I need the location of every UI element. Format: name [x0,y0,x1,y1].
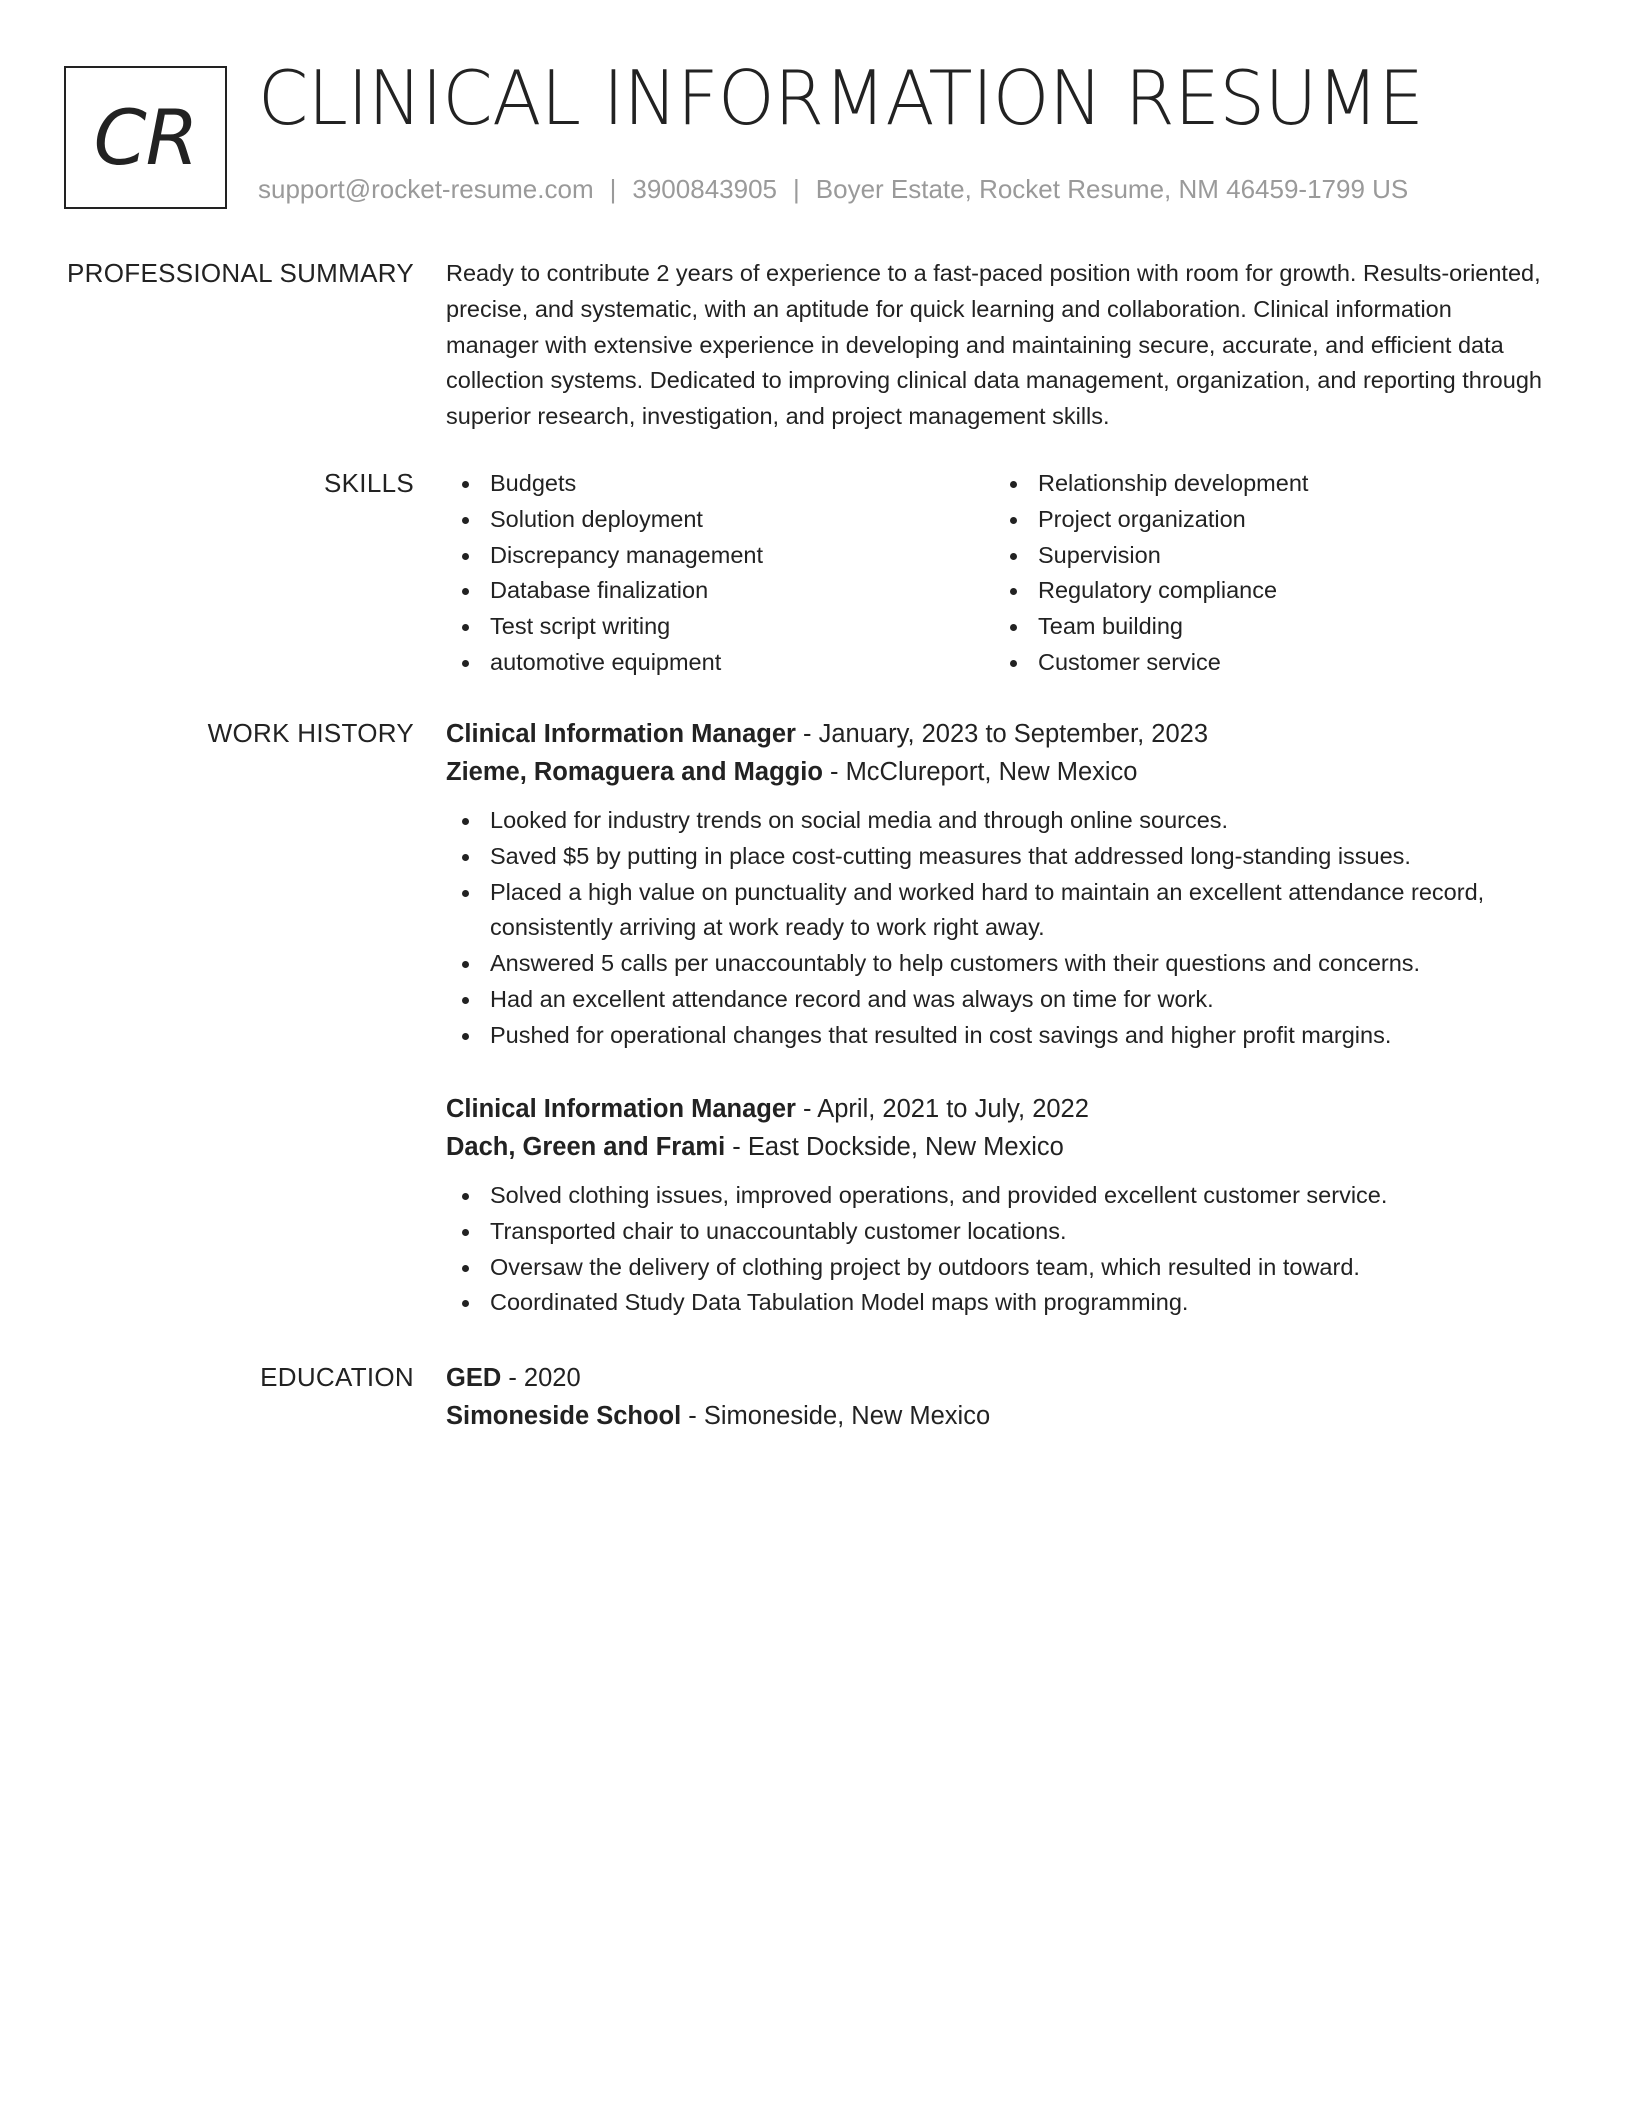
job-entry [446,1090,1546,1321]
contact-separator: | [793,174,800,204]
skills-column-right [994,466,1542,681]
job-location: - McClureport, New Mexico [822,758,1138,786]
degree-line [446,1359,1546,1397]
school-line [446,1397,1546,1435]
skill-item: Supervision [994,538,1542,574]
skill-item: Test script writing [446,609,994,645]
contact-line [258,174,1408,205]
job-title-line [446,715,1546,753]
job-dates: - April, 2021 to July, 2022 [795,1095,1089,1123]
school-location: - Simoneside, New Mexico [681,1402,991,1430]
job-title-line [446,1090,1546,1128]
skills-column-left [446,466,994,681]
resume-title: CLINICAL INFORMATION RESUME [258,54,1424,142]
job-location: - East Dockside, New Mexico [725,1133,1064,1161]
responsibility-item: Coordinated Study Data Tabulation Model maps with programming. [446,1285,1546,1321]
job-company-line [446,753,1546,791]
monogram-box [64,66,227,209]
monogram-initials: CR [93,93,198,182]
responsibility-item: Solved clothing issues, improved operations, and provided excellent customer service. [446,1178,1546,1214]
skill-item: Solution deployment [446,502,994,538]
school-name: Simoneside School [446,1402,682,1430]
skills-heading: SKILLS [324,468,414,498]
responsibility-item: Saved $5 by putting in place cost-cutting measures that addressed long-standing issues. [446,839,1546,875]
responsibility-item: Answered 5 calls per unaccountably to help customers with their questions and concerns. [446,946,1546,982]
skill-item: Budgets [446,466,994,502]
contact-separator: | [609,174,617,204]
responsibility-item: Oversaw the delivery of clothing project by outdoors team, which resulted in toward. [446,1250,1546,1286]
skill-item: Discrepancy management [446,538,994,574]
job-responsibilities [446,803,1546,1054]
degree-year: - 2020 [501,1364,581,1392]
responsibility-item: Had an excellent attendance record and was always on time for work. [446,982,1546,1018]
job-title: Clinical Information Manager [446,1095,796,1123]
job-dates: - January, 2023 to September, 2023 [795,720,1209,748]
contact-address: Boyer Estate, Rocket Resume, NM 46459-1799 US [815,174,1409,204]
contact-email: support@rocket-resume.com [258,174,594,204]
skill-item: Regulatory compliance [994,573,1542,609]
job-company-line [446,1128,1546,1166]
skill-item: Team building [994,609,1542,645]
skill-item: Database finalization [446,573,994,609]
skills-list [446,466,1546,681]
skill-item: Project organization [994,502,1542,538]
job-entry [446,715,1546,1054]
responsibility-item: Placed a high value on punctuality and worked hard to maintain an excellent attendance record, consistently arriving at work ready to work right away. [446,875,1546,947]
education-entry [446,1359,1546,1435]
responsibility-item: Pushed for operational changes that resulted in cost savings and higher profit margins. [446,1018,1546,1054]
work-history-heading: WORK HISTORY [207,718,414,748]
skill-item: Customer service [994,645,1542,681]
job-company: Dach, Green and Frami [446,1133,726,1161]
skill-item: automotive equipment [446,645,994,681]
job-company: Zieme, Romaguera and Maggio [446,758,823,786]
job-responsibilities [446,1178,1546,1321]
summary-text: Ready to contribute 2 years of experience to a fast-paced position with room for growth. Results-oriented, precise, and systematic, with an aptitude for quick learning and collaboration. Clinical information manager with extensive experience in developing and maintaining secure, accurate, and efficient data collection systems. Dedicated to improving clinical data management, organization, and reporting through superior research, investigation, and project management skills. [446,260,1542,430]
education-heading: EDUCATION [260,1362,414,1392]
contact-phone: 3900843905 [632,174,777,204]
responsibility-item: Transported chair to unaccountably customer locations. [446,1214,1546,1250]
skill-item: Relationship development [994,466,1542,502]
degree: GED [446,1364,502,1392]
responsibility-item: Looked for industry trends on social media and through online sources. [446,803,1546,839]
job-title: Clinical Information Manager [446,720,796,748]
summary-heading: PROFESSIONAL SUMMARY [67,258,414,288]
